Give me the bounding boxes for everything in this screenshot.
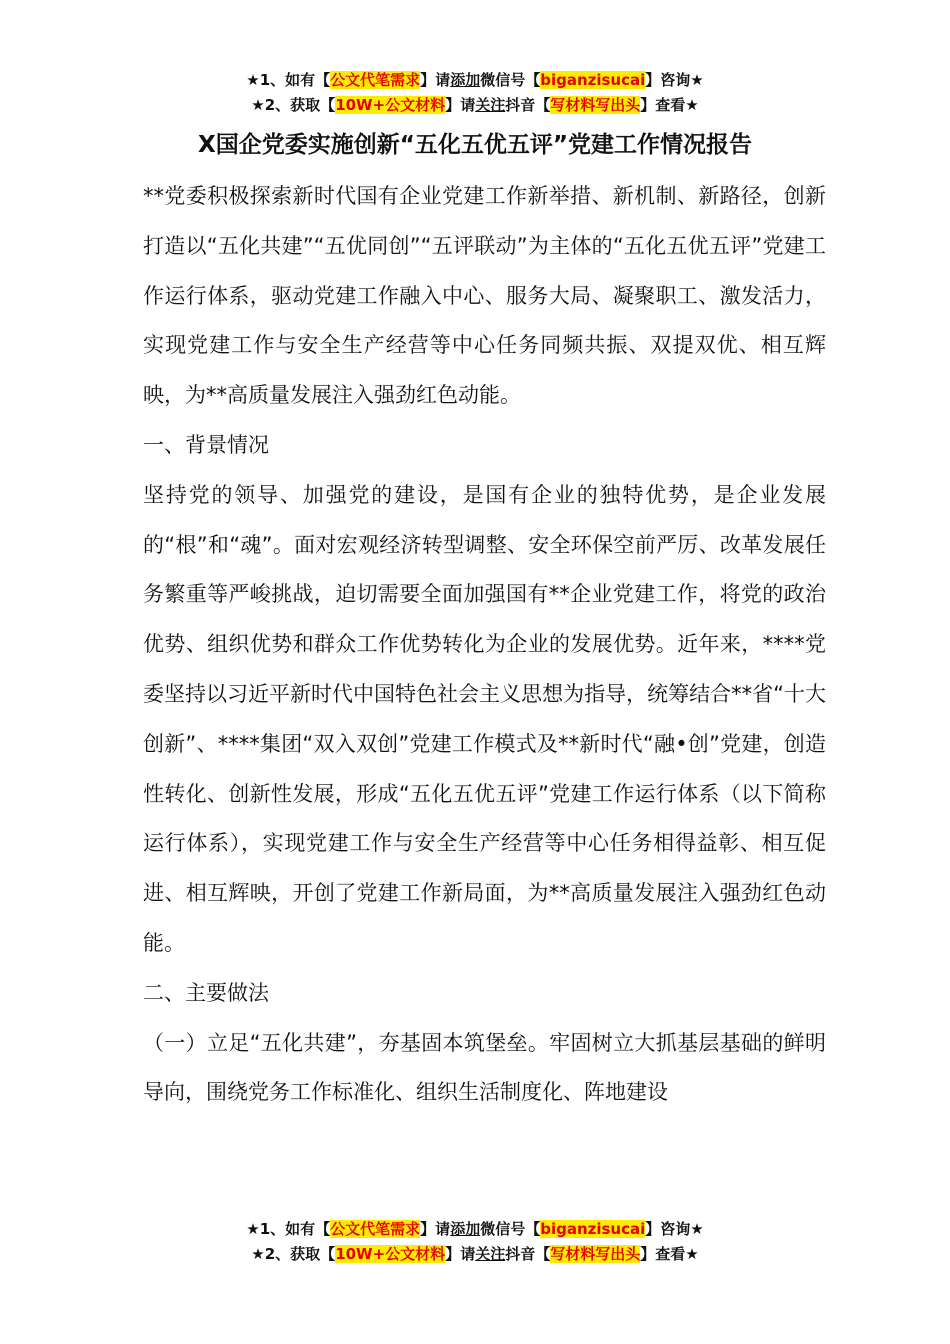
document-body — [143, 172, 826, 1118]
promo-text: ★2、获取【 — [251, 96, 336, 114]
promo-douyin-id: 写材料写出头 — [550, 1245, 641, 1263]
promo-highlight: 10W+公文材料 — [335, 1245, 446, 1263]
promo-underlined: 关注 — [475, 1245, 506, 1263]
promo-underlined: 关注 — [475, 96, 506, 114]
promo-highlight: 公文代笔需求 — [330, 1220, 421, 1238]
document-title: X国企党委实施创新“五化五优五评”党建工作情况报告 — [198, 132, 752, 158]
section-heading-practices: 二、主要做法 — [143, 980, 269, 1005]
intro-paragraph: **党委积极探索新时代国有企业党建工作新举措、新机制、新路径，创新打造以“五化共建”“五优同创”“五评联动”为主体的“五化五优五评”党建工作运行体系，驱动党建工作融入中心、服务大局、凝聚职工、激发活力，实现党建工作与安全生产经营等中心任务同频共振、双提双优、相互辉映，为**高质量发展注入强劲红色动能。 — [143, 184, 826, 408]
promo-underlined: 添加 — [450, 1220, 481, 1238]
promo-underlined: 添加 — [450, 71, 481, 89]
promo-header — [0, 68, 950, 118]
promo-text: ★2、获取【 — [251, 1245, 336, 1263]
promo-douyin-id: 写材料写出头 — [550, 96, 641, 114]
promo-text: 】请 — [445, 1245, 476, 1263]
promo-line-2 — [0, 1242, 950, 1267]
promo-highlight: 10W+公文材料 — [335, 96, 446, 114]
promo-line-1 — [0, 68, 950, 93]
promo-text: 抖音【 — [505, 1245, 551, 1263]
promo-text: ★1、如有【 — [246, 71, 331, 89]
practices-paragraph: （一）立足“五化共建”，夯基固本筑堡垒。牢固树立大抓基层基础的鲜明导向，围绕党务工作标准化、组织生活制度化、阵地建设 — [143, 1030, 826, 1105]
promo-line-2 — [0, 93, 950, 118]
promo-wechat-id: biganzisucai — [540, 71, 646, 89]
promo-text: 】查看★ — [640, 1245, 699, 1263]
promo-footer — [0, 1217, 950, 1267]
background-paragraph: 坚持党的领导、加强党的建设，是国有企业的独特优势，是企业发展的“根”和“魂”。面对宏观经济转型调整、安全环保空前严厉、改革发展任务繁重等严峻挑战，迫切需要全面加强国有**企业党建工作，将党的政治优势、组织优势和群众工作优势转化为企业的发展优势。近年来，****党委坚持以习近平新时代中国特色社会主义思想为指导，统筹结合**省“十大创新”、****集团“双入双创”党建工作模式及**新时代“融•创”党建，创造性转化、创新性发展，形成“五化五优五评”党建工作运行体系（以下简称运行体系），实现党建工作与安全生产经营等中心任务相得益彰、相互促进、相互辉映，开创了党建工作新局面，为**高质量发展注入强劲红色动能。 — [143, 482, 826, 955]
promo-text: 抖音【 — [505, 96, 551, 114]
promo-highlight: 公文代笔需求 — [330, 71, 421, 89]
promo-text: 】请 — [420, 71, 451, 89]
promo-line-1 — [0, 1217, 950, 1242]
promo-wechat-id: biganzisucai — [540, 1220, 646, 1238]
promo-text: 】咨询★ — [645, 71, 704, 89]
promo-text: ★1、如有【 — [246, 1220, 331, 1238]
promo-text: 】查看★ — [640, 96, 699, 114]
promo-text: 】请 — [420, 1220, 451, 1238]
section-heading-background: 一、背景情况 — [143, 432, 269, 457]
promo-text: 】请 — [445, 96, 476, 114]
promo-text: 】咨询★ — [645, 1220, 704, 1238]
promo-text: 微信号【 — [480, 1220, 541, 1238]
promo-text: 微信号【 — [480, 71, 541, 89]
